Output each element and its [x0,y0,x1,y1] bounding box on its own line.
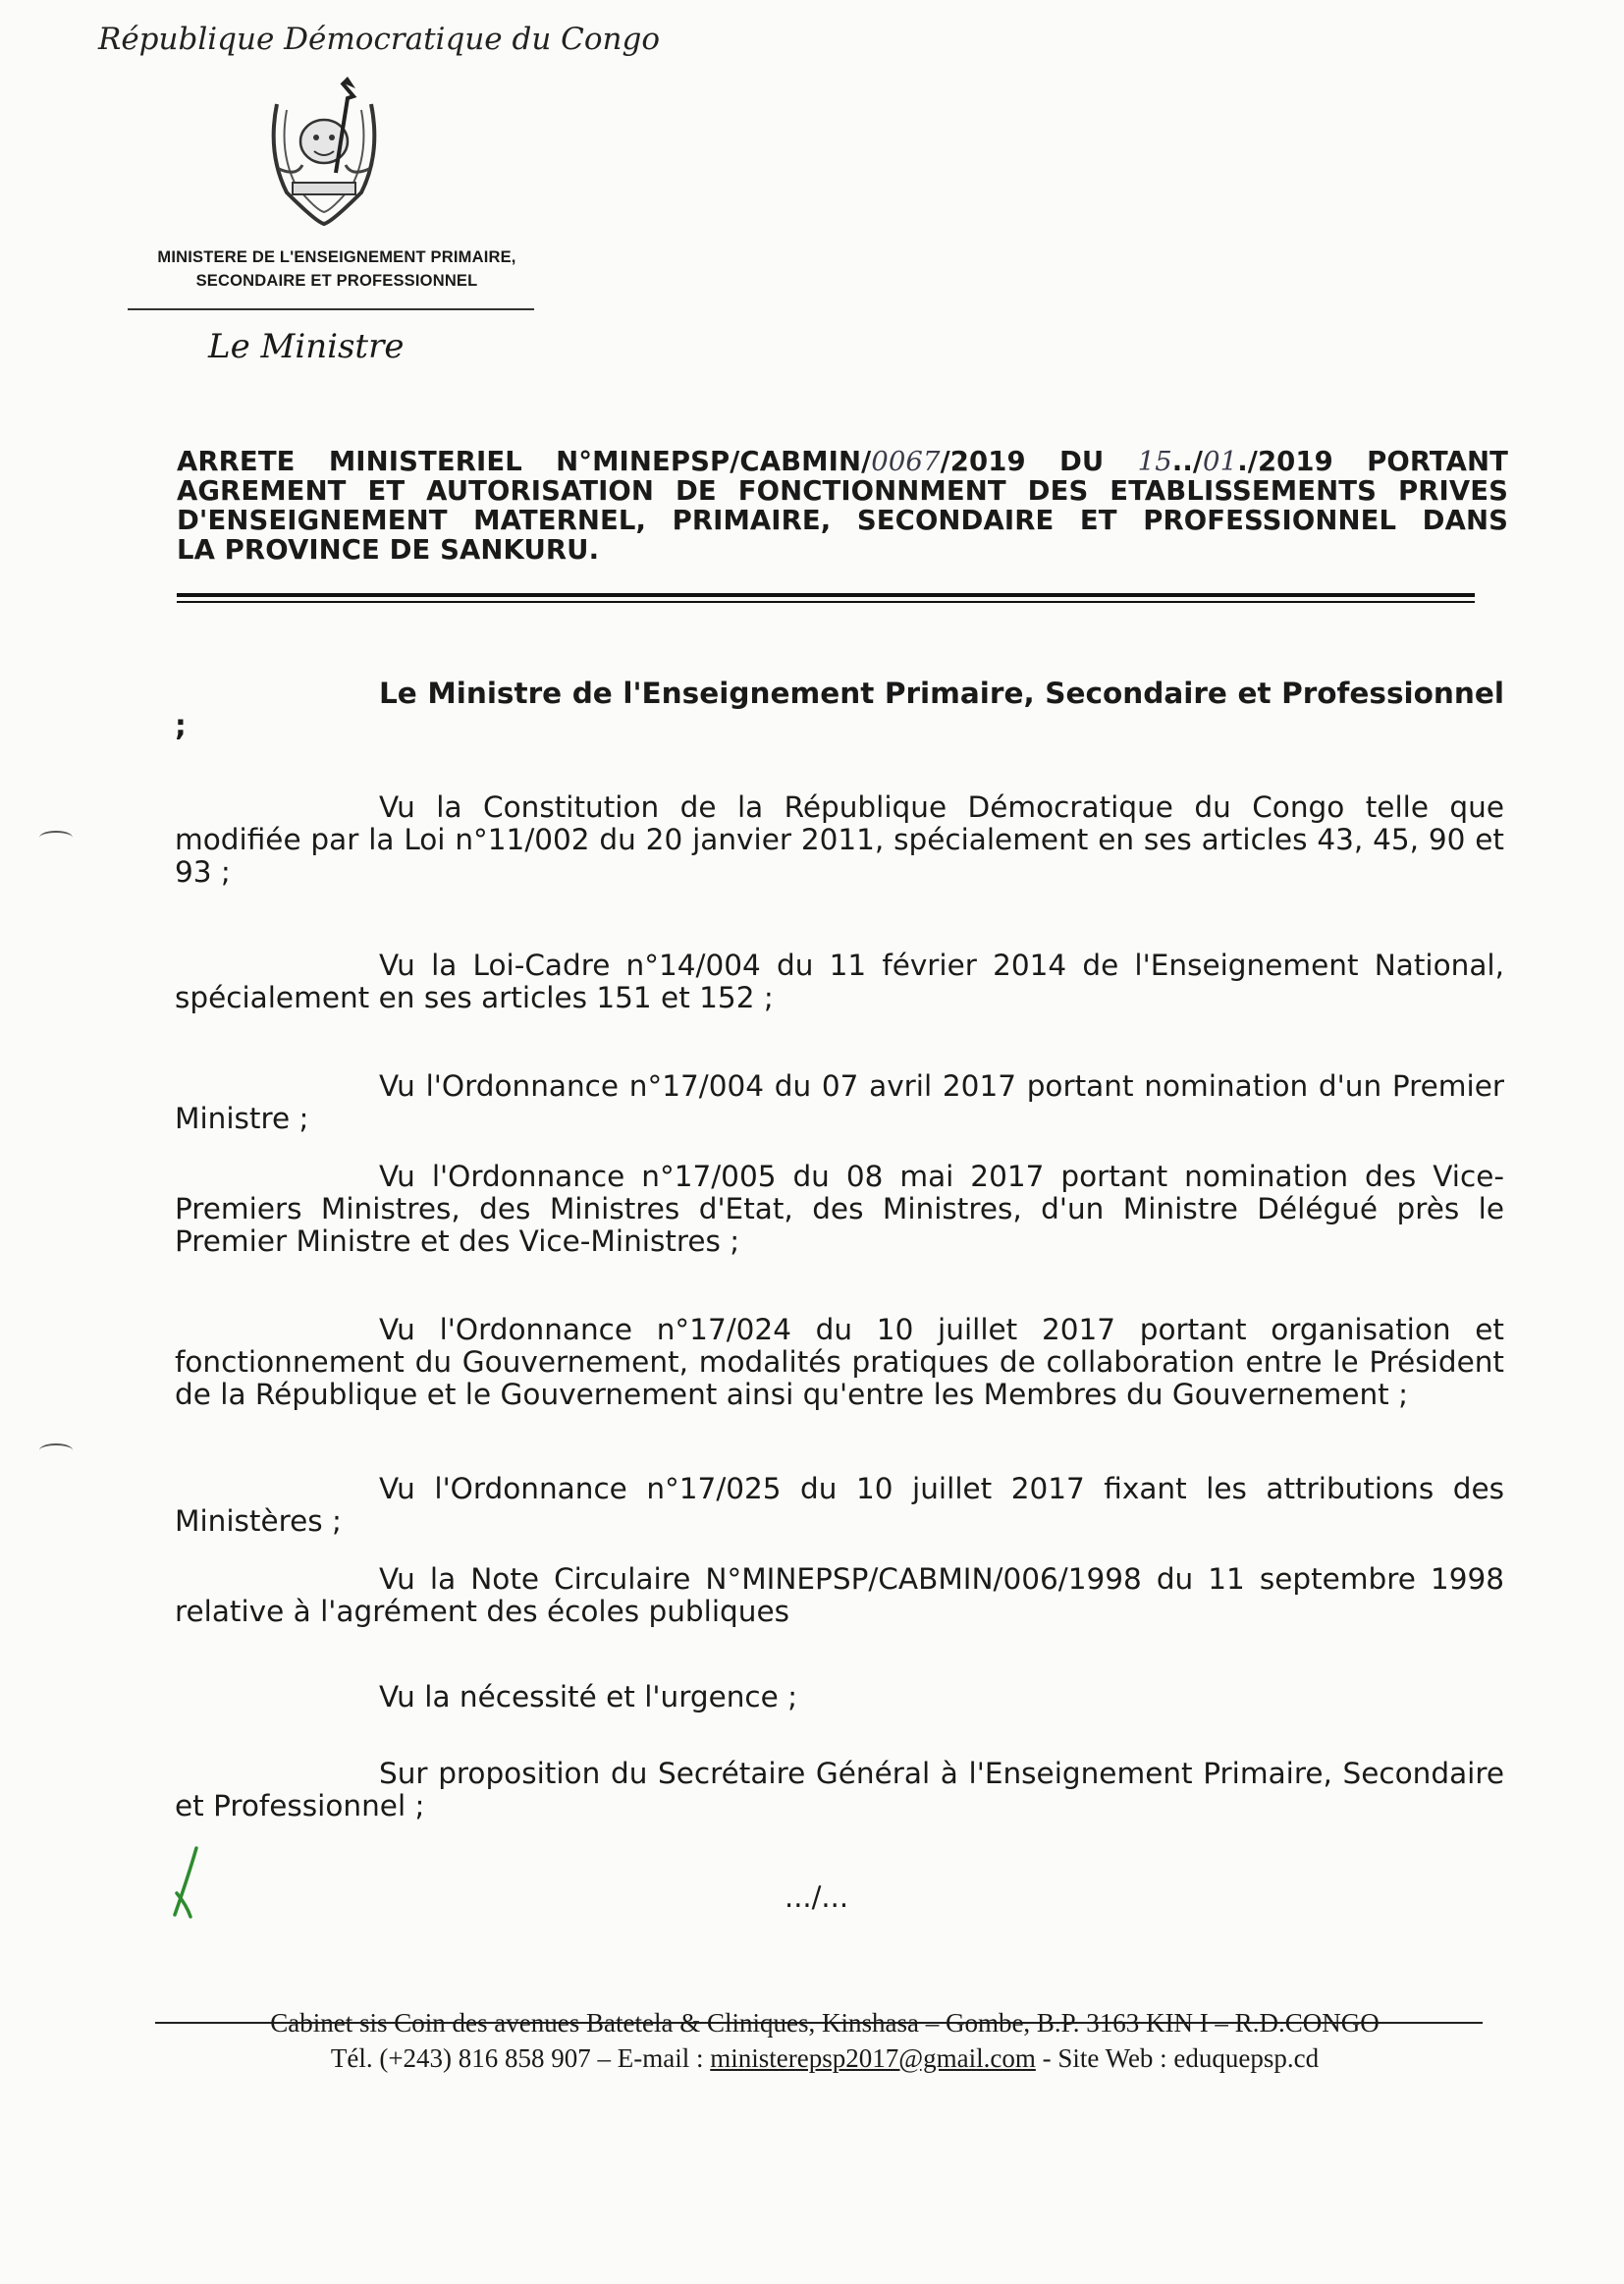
consideration-ordonnance-17-005: Vu l'Ordonnance n°17/005 du 08 mai 2017 portant nomination des Vice-Premiers Ministres, des Ministres d'Etat, des Ministres, d'un Ministre Délégué près le Premier Ministre et des Vice-Ministres ; [175,1160,1504,1258]
consideration-loi-cadre: Vu la Loi-Cadre n°14/004 du 11 février 2014 de l'Enseignement National, spécialement en ses articles 151 et 152 ; [175,949,1504,1014]
handwritten-day: 15 [1137,446,1172,477]
title-underline-thick [177,593,1475,597]
preamble-intro: Le Ministre de l'Enseignement Primaire, Secondaire et Professionnel ; [175,677,1504,742]
handwritten-month: 01 [1203,446,1238,477]
handwritten-number: 0067 [871,446,941,477]
coat-of-arms-emblem [257,75,391,228]
margin-punch-mark [39,831,73,844]
title-underline-thin [177,601,1475,603]
ministry-name-line2: SECONDAIRE ET PROFESSIONNEL [195,272,478,290]
page-continuation-mark: .../... [785,1880,849,1914]
footer-address: Cabinet sis Coin des avenues Batetela & Cliniques, Kinshasa – Gombe, B.P. 3163 KIN I – R.D.CONGO [270,2008,1380,2038]
ministry-name [126,245,548,293]
footer-website: - Site Web : eduquepsp.cd [1035,2043,1320,2073]
country-name: République Démocratique du Congo [98,22,661,57]
consideration-necessite: Vu la nécessité et l'urgence ; [379,1680,798,1713]
footer-email-link[interactable]: ministerepsp2017@gmail.com [710,2043,1036,2073]
decree-title-line1: ARRETE MINISTERIEL N°MINEPSP/CABMIN/0067/2019 DU 15../01./2019 PORTANT [177,446,1508,477]
consideration-constitution: Vu la Constitution de la République Démocratique du Congo telle que modifiée par la Loi n°11/002 du 20 janvier 2011, spécialement en ses articles 43, 45, 90 et 93 ; [175,790,1504,889]
decree-title-line3: D'ENSEIGNEMENT MATERNEL, PRIMAIRE, SECONDAIRE ET PROFESSIONNEL DANS [177,505,1508,536]
letterhead-divider [128,308,534,310]
margin-punch-mark [39,1443,73,1457]
footer-phone: Tél. (+243) 816 858 907 – E-mail : [330,2043,711,2073]
decree-title-line4: LA PROVINCE DE SANKURU. [177,534,600,566]
consideration-proposition: Sur proposition du Secrétaire Général à l'Enseignement Primaire, Secondaire et Professionnel ; [175,1757,1504,1822]
consideration-ordonnance-17-024: Vu l'Ordonnance n°17/024 du 10 juillet 2017 portant organisation et fonctionnement du Gouvernement, modalités pratiques de collaboration entre le Président de la République et le Gouvernement ainsi qu'entre les Membres du Gouvernement ; [175,1313,1504,1411]
consideration-ordonnance-17-025: Vu l'Ordonnance n°17/025 du 10 juillet 2017 fixant les attributions des Ministères ; [175,1472,1504,1538]
consideration-note-circulaire: Vu la Note Circulaire N°MINEPSP/CABMIN/006/1998 du 11 septembre 1998 relative à l'agrément des écoles publiques [175,1562,1504,1628]
consideration-ordonnance-17-004: Vu l'Ordonnance n°17/004 du 07 avril 2017 portant nomination d'un Premier Ministre ; [175,1069,1504,1135]
decree-title [177,447,1508,565]
decree-title-line2: AGREMENT ET AUTORISATION DE FONCTIONNMENT DES ETABLISSEMENTS PRIVES [177,475,1508,507]
minister-title: Le Ministre [208,327,405,366]
footer-contact [157,2042,1492,2074]
ministry-name-line1: MINISTERE DE L'ENSEIGNEMENT PRIMAIRE, [157,248,516,266]
handwritten-initial-mark [167,1846,206,1921]
